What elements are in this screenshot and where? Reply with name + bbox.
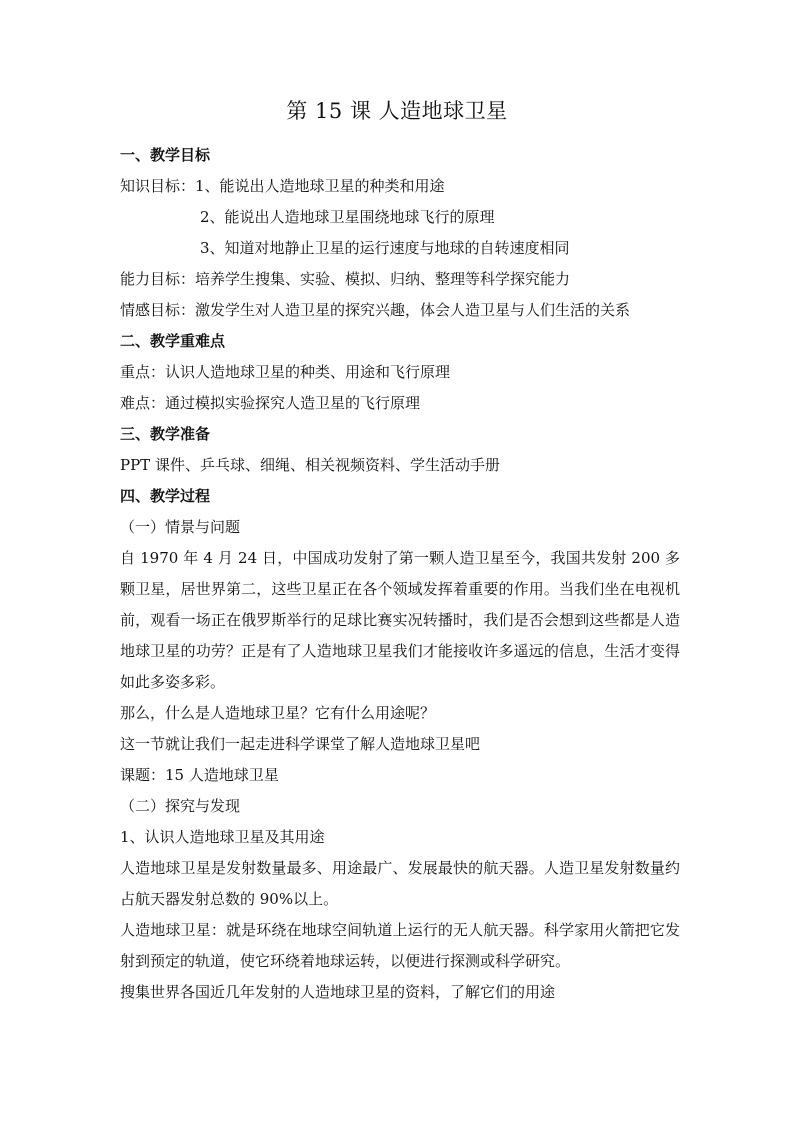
paragraph-intro: 自 1970 年 4 月 24 日，中国成功发射了第一颗人造卫星至今，我国共发射 200 多颗卫星，居世界第二，这些卫星正在各个领域发挥着重要的作用。当我们坐在电视机前，观看一场正在俄罗斯举行的足球比赛实况转播时，我们是否会想到这些都是人造地球卫星的功劳？正是有了人造地球卫星我们才能接收许多遥远的信息，生活才变得如此多姿多彩。 xyxy=(120,549,680,691)
document-body xyxy=(120,140,680,1008)
subsection-explore: （二）探究与发现 xyxy=(120,797,241,815)
transition-line: 这一节就让我们一起走进科学课堂了解人造地球卫星吧 xyxy=(120,735,481,753)
item-heading-1: 1、认识人造地球卫星及其用途 xyxy=(120,828,325,846)
knowledge-objective-3: 3、知道对地静止卫星的运行速度与地球的自转速度相同 xyxy=(200,239,570,257)
section-heading-objectives: 一、教学目标 xyxy=(120,146,211,164)
section-heading-process: 四、教学过程 xyxy=(120,487,211,505)
paragraph-satellite-stats: 人造地球卫星是发射数量最多、用途最广、发展最快的航天器。人造卫星发射数量约占航天器发射总数的 90%以上。 xyxy=(120,859,680,908)
paragraph-satellite-definition: 人造地球卫星：就是环绕在地球空间轨道上运行的无人航天器。科学家用火箭把它发射到预定的轨道，使它环绕着地球运转，以便进行探测或科学研究。 xyxy=(120,921,680,970)
key-point: 重点：认识人造地球卫星的种类、用途和飞行原理 xyxy=(120,363,451,381)
page-title: 第 15 课 人造地球卫星 xyxy=(286,99,508,123)
emotion-objective: 情感目标：激发学生对人造卫星的探究兴趣，体会人造卫星与人们生活的关系 xyxy=(120,301,631,319)
ability-objective: 能力目标：培养学生搜集、实验、模拟、归纳、整理等科学探究能力 xyxy=(120,270,571,288)
topic-line: 课题：15 人造地球卫星 xyxy=(120,766,279,784)
knowledge-objective-2: 2、能说出人造地球卫星围绕地球飞行的原理 xyxy=(200,208,495,226)
knowledge-objective-1: 知识目标：1、能说出人造地球卫星的种类和用途 xyxy=(120,177,445,195)
preparation-materials: PPT 课件、乒乓球、细绳、相关视频资料、学生活动手册 xyxy=(120,456,500,474)
question-line: 那么，什么是人造地球卫星？它有什么用途呢？ xyxy=(120,704,436,722)
section-heading-key-points: 二、教学重难点 xyxy=(120,332,226,350)
research-task-line: 搜集世界各国近几年发射的人造地球卫星的资料，了解它们的用途 xyxy=(120,983,556,1001)
difficult-point: 难点：通过模拟实验探究人造卫星的飞行原理 xyxy=(120,394,421,412)
section-heading-preparation: 三、教学准备 xyxy=(120,425,211,443)
subsection-scenario: （一）情景与问题 xyxy=(120,518,241,536)
